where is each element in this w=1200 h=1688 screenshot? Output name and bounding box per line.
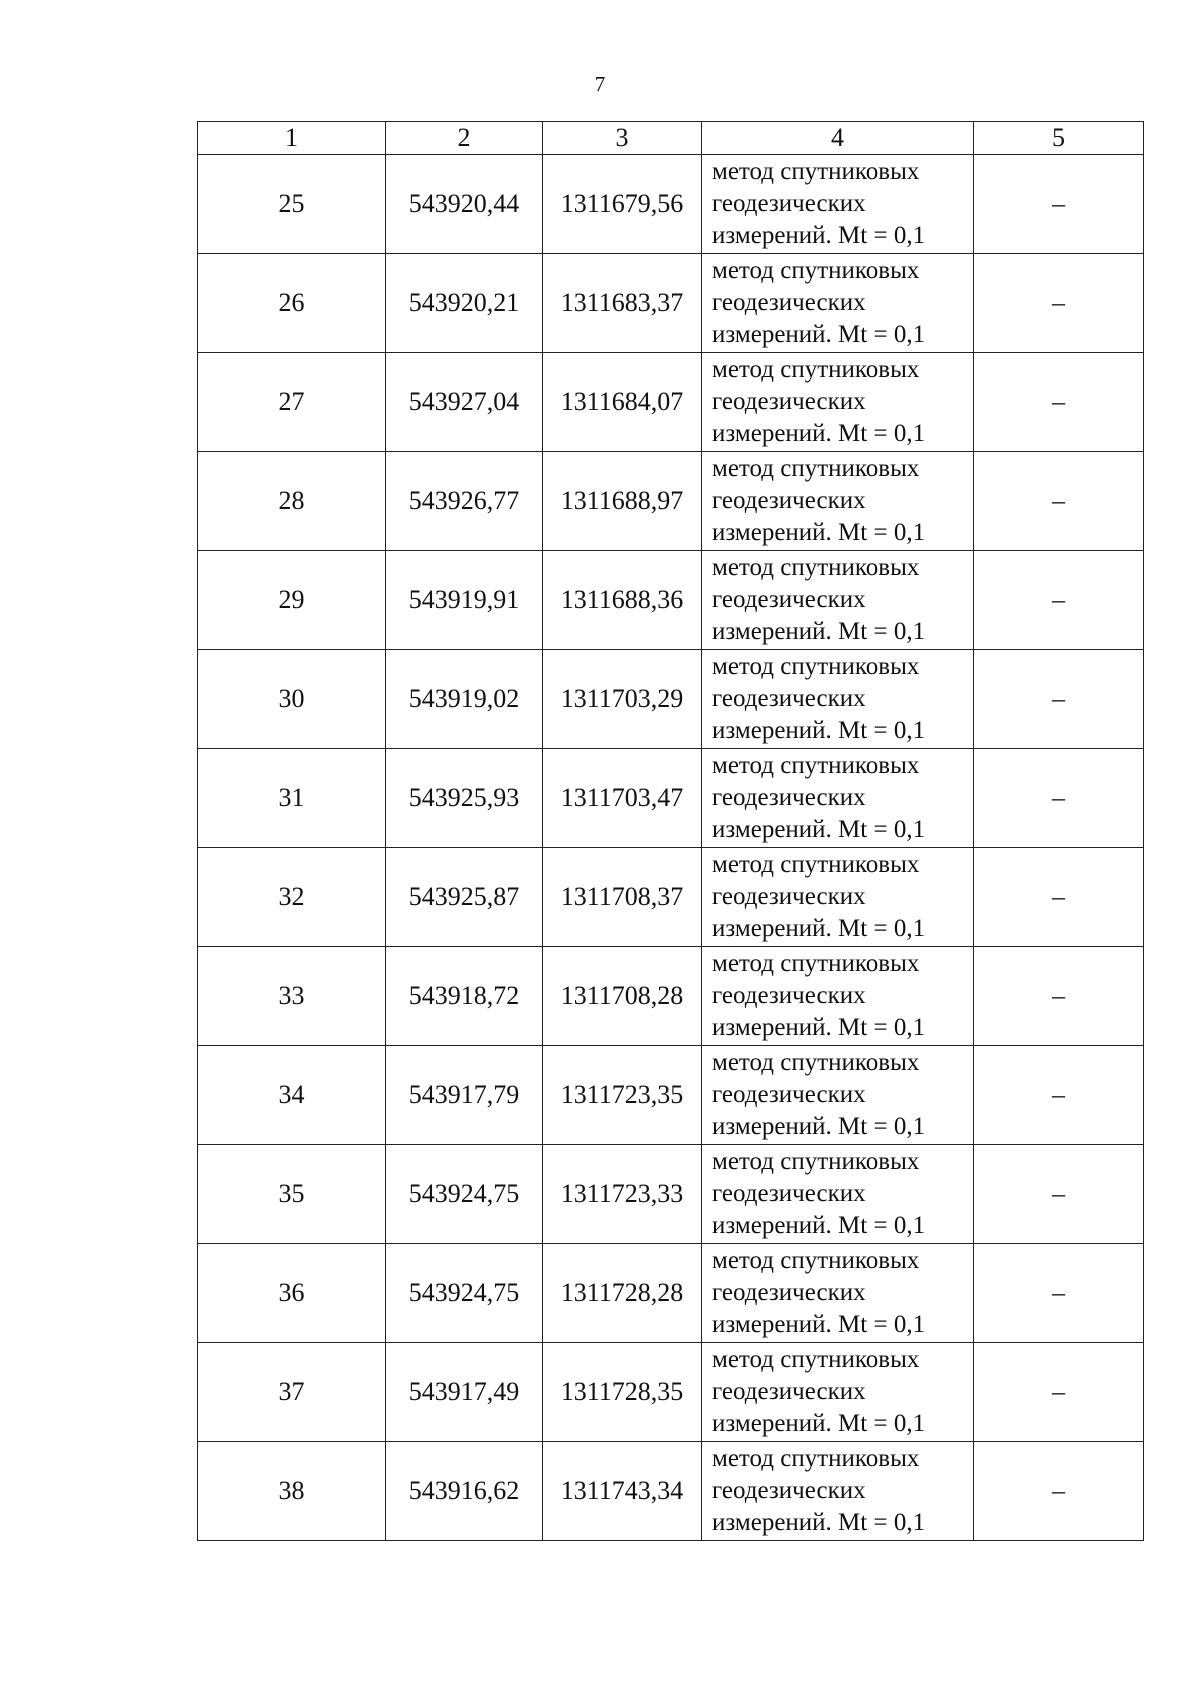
y-coordinate-cell: 1311708,28	[543, 947, 702, 1046]
table-row	[198, 1145, 1144, 1244]
method-line: измерений. Mt = 0,1	[712, 1212, 926, 1239]
column-5-cell: –	[974, 848, 1144, 947]
header-col-4: 4	[702, 122, 974, 155]
y-coordinate-cell: 1311728,35	[543, 1343, 702, 1442]
method-line: метод спутниковых	[712, 1247, 920, 1274]
x-coordinate-cell: 543924,75	[386, 1244, 543, 1343]
page-number: 7	[594, 72, 606, 96]
column-5-cell: –	[974, 551, 1144, 650]
method-cell	[702, 749, 974, 848]
table-row	[198, 1343, 1144, 1442]
method-cell	[702, 452, 974, 551]
y-coordinate-cell: 1311708,37	[543, 848, 702, 947]
column-5-cell: –	[974, 1343, 1144, 1442]
method-line: измерений. Mt = 0,1	[712, 519, 926, 546]
method-line: метод спутниковых	[712, 554, 920, 581]
point-number-cell: 25	[198, 155, 386, 254]
method-line: геодезических	[712, 487, 866, 514]
table-row	[198, 452, 1144, 551]
x-coordinate-cell: 543916,62	[386, 1442, 543, 1541]
method-line: метод спутниковых	[712, 950, 920, 977]
column-5-cell: –	[974, 254, 1144, 353]
table-row	[198, 155, 1144, 254]
point-number-cell: 31	[198, 749, 386, 848]
method-cell	[702, 947, 974, 1046]
x-coordinate-cell: 543925,87	[386, 848, 543, 947]
method-line: измерений. Mt = 0,1	[712, 1113, 926, 1140]
point-number-cell: 26	[198, 254, 386, 353]
method-line: измерений. Mt = 0,1	[712, 321, 926, 348]
column-5-cell: –	[974, 1145, 1144, 1244]
method-line: измерений. Mt = 0,1	[712, 816, 926, 843]
method-line: геодезических	[712, 982, 866, 1009]
x-coordinate-cell: 543919,91	[386, 551, 543, 650]
column-5-cell: –	[974, 353, 1144, 452]
point-number-cell: 27	[198, 353, 386, 452]
method-line: измерений. Mt = 0,1	[712, 915, 926, 942]
method-line: геодезических	[712, 190, 866, 217]
method-line: метод спутниковых	[712, 1346, 920, 1373]
table-row	[198, 1244, 1144, 1343]
method-cell	[702, 353, 974, 452]
x-coordinate-cell: 543917,49	[386, 1343, 543, 1442]
table-row	[198, 650, 1144, 749]
table-row	[198, 1046, 1144, 1145]
table-row	[198, 551, 1144, 650]
table-header-row	[198, 122, 1144, 155]
method-cell	[702, 254, 974, 353]
method-line: геодезических	[712, 1378, 866, 1405]
method-line: метод спутниковых	[712, 158, 920, 185]
method-line: геодезических	[712, 586, 866, 613]
column-5-cell: –	[974, 1442, 1144, 1541]
column-5-cell: –	[974, 1244, 1144, 1343]
method-line: метод спутниковых	[712, 1445, 920, 1472]
method-line: метод спутниковых	[712, 851, 920, 878]
method-line: измерений. Mt = 0,1	[712, 420, 926, 447]
header-col-3: 3	[543, 122, 702, 155]
method-line: метод спутниковых	[712, 257, 920, 284]
method-line: геодезических	[712, 883, 866, 910]
coordinates-table	[197, 121, 1144, 1541]
y-coordinate-cell: 1311703,29	[543, 650, 702, 749]
point-number-cell: 38	[198, 1442, 386, 1541]
x-coordinate-cell: 543920,21	[386, 254, 543, 353]
column-5-cell: –	[974, 452, 1144, 551]
table-row	[198, 1442, 1144, 1541]
method-cell	[702, 1145, 974, 1244]
table-body	[198, 155, 1144, 1541]
method-line: геодезических	[712, 1180, 866, 1207]
point-number-cell: 32	[198, 848, 386, 947]
y-coordinate-cell: 1311679,56	[543, 155, 702, 254]
method-line: измерений. Mt = 0,1	[712, 1311, 926, 1338]
method-line: метод спутниковых	[712, 1148, 920, 1175]
method-line: метод спутниковых	[712, 752, 920, 779]
method-cell	[702, 650, 974, 749]
method-line: метод спутниковых	[712, 455, 920, 482]
point-number-cell: 35	[198, 1145, 386, 1244]
x-coordinate-cell: 543925,93	[386, 749, 543, 848]
method-line: измерений. Mt = 0,1	[712, 1509, 926, 1536]
method-line: метод спутниковых	[712, 653, 920, 680]
method-line: измерений. Mt = 0,1	[712, 618, 926, 645]
y-coordinate-cell: 1311703,47	[543, 749, 702, 848]
x-coordinate-cell: 543927,04	[386, 353, 543, 452]
x-coordinate-cell: 543926,77	[386, 452, 543, 551]
point-number-cell: 34	[198, 1046, 386, 1145]
method-line: метод спутниковых	[712, 356, 920, 383]
method-cell	[702, 551, 974, 650]
point-number-cell: 28	[198, 452, 386, 551]
point-number-cell: 37	[198, 1343, 386, 1442]
method-cell	[702, 848, 974, 947]
y-coordinate-cell: 1311688,97	[543, 452, 702, 551]
method-cell	[702, 1244, 974, 1343]
y-coordinate-cell: 1311728,28	[543, 1244, 702, 1343]
point-number-cell: 36	[198, 1244, 386, 1343]
method-line: геодезических	[712, 685, 866, 712]
header-col-5: 5	[974, 122, 1144, 155]
point-number-cell: 33	[198, 947, 386, 1046]
x-coordinate-cell: 543917,79	[386, 1046, 543, 1145]
method-cell	[702, 1343, 974, 1442]
method-cell	[702, 1046, 974, 1145]
column-5-cell: –	[974, 155, 1144, 254]
column-5-cell: –	[974, 650, 1144, 749]
method-line: измерений. Mt = 0,1	[712, 222, 926, 249]
column-5-cell: –	[974, 1046, 1144, 1145]
table-row	[198, 254, 1144, 353]
column-5-cell: –	[974, 947, 1144, 1046]
method-line: геодезических	[712, 388, 866, 415]
column-5-cell: –	[974, 749, 1144, 848]
method-line: измерений. Mt = 0,1	[712, 1014, 926, 1041]
method-line: геодезических	[712, 1279, 866, 1306]
method-line: геодезических	[712, 1081, 866, 1108]
y-coordinate-cell: 1311723,35	[543, 1046, 702, 1145]
point-number-cell: 29	[198, 551, 386, 650]
method-line: геодезических	[712, 1477, 866, 1504]
x-coordinate-cell: 543920,44	[386, 155, 543, 254]
y-coordinate-cell: 1311688,36	[543, 551, 702, 650]
method-line: измерений. Mt = 0,1	[712, 1410, 926, 1437]
header-col-2: 2	[386, 122, 543, 155]
y-coordinate-cell: 1311683,37	[543, 254, 702, 353]
method-cell	[702, 1442, 974, 1541]
x-coordinate-cell: 543919,02	[386, 650, 543, 749]
method-line: геодезических	[712, 289, 866, 316]
table-row	[198, 749, 1144, 848]
y-coordinate-cell: 1311723,33	[543, 1145, 702, 1244]
method-line: геодезических	[712, 784, 866, 811]
table-row	[198, 947, 1144, 1046]
method-cell	[702, 155, 974, 254]
y-coordinate-cell: 1311743,34	[543, 1442, 702, 1541]
x-coordinate-cell: 543924,75	[386, 1145, 543, 1244]
table-row	[198, 353, 1144, 452]
point-number-cell: 30	[198, 650, 386, 749]
x-coordinate-cell: 543918,72	[386, 947, 543, 1046]
method-line: метод спутниковых	[712, 1049, 920, 1076]
method-line: измерений. Mt = 0,1	[712, 717, 926, 744]
table-row	[198, 848, 1144, 947]
y-coordinate-cell: 1311684,07	[543, 353, 702, 452]
header-col-1: 1	[198, 122, 386, 155]
